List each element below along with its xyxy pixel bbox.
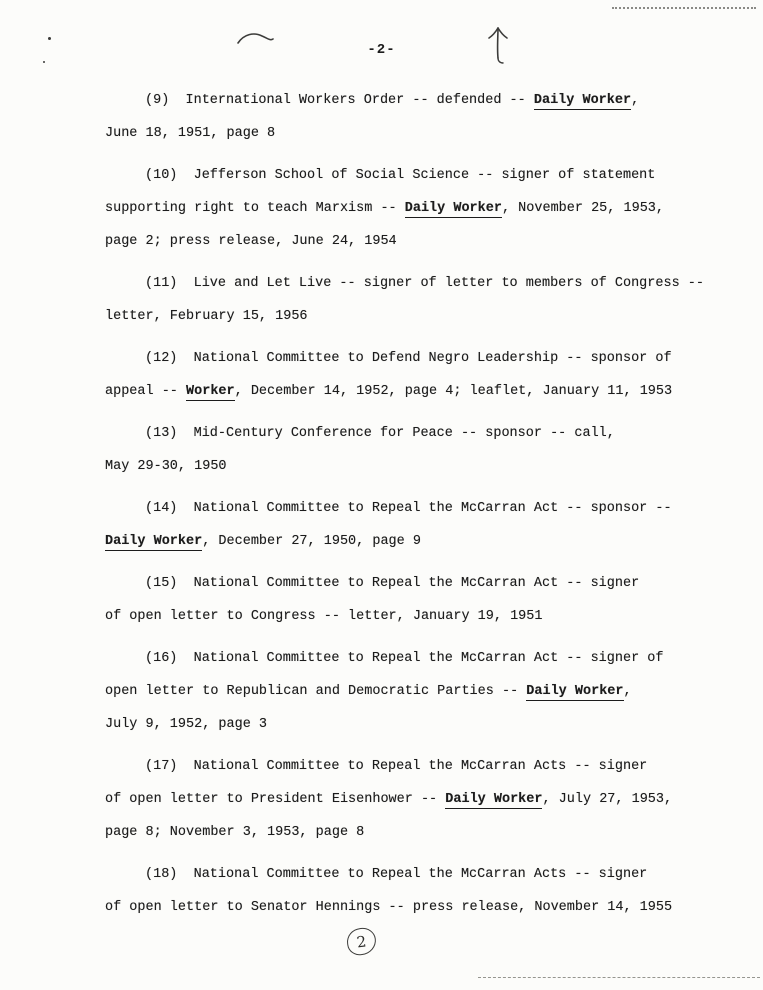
text-segment: June 18, 1951, page 8 — [105, 126, 276, 141]
text-line — [105, 417, 711, 450]
text-segment: (9) International Workers Order -- defended -- — [145, 93, 534, 108]
text-line — [105, 708, 711, 741]
text-line — [105, 159, 711, 192]
document-body — [105, 84, 711, 933]
text-segment: of open letter to President Eisenhower -- — [105, 792, 446, 807]
text-line — [105, 600, 711, 633]
text-segment: (18) National Committee to Repeal the McCarran Acts -- signer — [145, 867, 648, 882]
text-segment: (16) National Committee to Repeal the McCarran Act -- signer of — [145, 651, 664, 666]
underlined-text: Daily Worker — [533, 93, 632, 108]
page-number: -2- — [367, 42, 396, 58]
paragraph — [105, 858, 711, 924]
text-line — [105, 342, 711, 375]
text-segment: , — [631, 93, 640, 108]
paragraph — [105, 750, 711, 849]
paragraph — [105, 567, 711, 633]
text-line — [105, 783, 711, 816]
text-line — [105, 642, 711, 675]
text-segment: (11) Live and Let Live -- signer of letter to members of Congress -- — [145, 276, 704, 291]
text-segment: (15) National Committee to Repeal the McCarran Act -- signer — [145, 576, 640, 591]
text-line — [105, 525, 711, 558]
text-segment: (17) National Committee to Repeal the McCarran Acts -- signer — [145, 759, 648, 774]
text-line — [105, 858, 711, 891]
text-segment: appeal -- — [105, 384, 187, 399]
paragraph — [105, 342, 711, 408]
text-segment: (13) Mid-Century Conference for Peace -- sponsor -- call, — [145, 426, 615, 441]
paragraph — [105, 417, 711, 483]
text-line — [105, 192, 711, 225]
text-segment: open letter to Republican and Democratic Parties -- — [105, 684, 527, 699]
text-segment: (12) National Committee to Defend Negro Leadership -- sponsor of — [145, 351, 672, 366]
paragraph — [105, 267, 711, 333]
text-segment: , December 14, 1952, page 4; leaflet, January 11, 1953 — [234, 384, 673, 399]
text-segment: of open letter to Congress -- letter, January 19, 1951 — [105, 609, 543, 624]
text-segment: page 8; November 3, 1953, page 8 — [105, 825, 365, 840]
circled-number-text: 2 — [355, 931, 368, 952]
text-segment: , — [623, 684, 632, 699]
text-segment: page 2; press release, June 24, 1954 — [105, 234, 397, 249]
paragraph — [105, 159, 711, 258]
text-line — [105, 117, 711, 150]
text-segment: May 29-30, 1950 — [105, 459, 227, 474]
ink-dot — [43, 61, 45, 63]
underlined-text: Worker — [186, 384, 235, 399]
text-line — [105, 84, 711, 117]
text-segment: (14) National Committee to Repeal the McCarran Act -- sponsor -- — [145, 501, 672, 516]
text-line — [105, 750, 711, 783]
paragraph — [105, 492, 711, 558]
text-line — [105, 375, 711, 408]
underlined-text: Daily Worker — [404, 201, 502, 216]
text-segment: , November 25, 1953, — [501, 201, 664, 216]
text-line — [105, 567, 711, 600]
text-line — [105, 492, 711, 525]
text-segment: , December 27, 1950, page 9 — [202, 534, 421, 549]
text-line — [105, 816, 711, 849]
underlined-text: Daily Worker — [445, 792, 543, 807]
text-segment: July 9, 1952, page 3 — [105, 717, 268, 732]
text-segment: (10) Jefferson School of Social Science -- signer of statement — [145, 168, 656, 183]
text-line — [105, 450, 711, 483]
paragraph — [105, 642, 711, 741]
text-segment: letter, February 15, 1956 — [105, 309, 308, 324]
underlined-text: Daily Worker — [105, 534, 203, 549]
text-line — [105, 225, 711, 258]
ink-dot — [48, 37, 51, 40]
dashed-line-mark — [478, 977, 760, 978]
text-line — [105, 300, 711, 333]
dotted-line-mark — [612, 7, 756, 9]
underlined-text: Daily Worker — [526, 684, 624, 699]
text-line — [105, 891, 711, 924]
text-line — [105, 675, 711, 708]
text-segment: supporting right to teach Marxism -- — [105, 201, 405, 216]
text-segment: of open letter to Senator Hennings -- press release, November 14, 1955 — [105, 900, 673, 915]
paragraph — [105, 84, 711, 150]
text-segment: , July 27, 1953, — [542, 792, 673, 807]
text-line — [105, 267, 711, 300]
